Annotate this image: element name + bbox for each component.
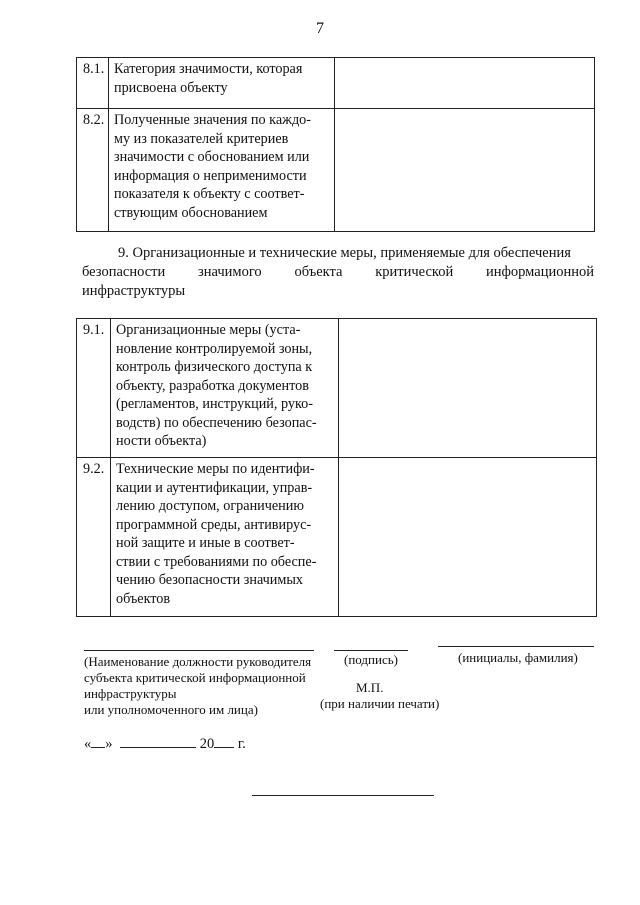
description-line: показателя к объекту с соответ-	[114, 186, 305, 202]
signature-line[interactable]	[334, 650, 408, 651]
description-line: ствии с требованиями по обеспе-	[116, 553, 317, 570]
month-blank[interactable]	[120, 733, 196, 748]
description-line: му из показателей критериев	[114, 130, 289, 147]
seal-note: (при наличии печати)	[320, 696, 440, 711]
description-line: Технические меры по идентифи-	[116, 461, 315, 477]
section-heading-9	[82, 244, 594, 301]
description-line: программной среды, антивирус-	[116, 516, 312, 533]
year-prefix: 20	[199, 736, 215, 752]
description-line: новление контролируемой зоны,	[116, 340, 313, 357]
description-line: информация о неприменимости	[114, 167, 307, 184]
year-suffix: г.	[237, 736, 246, 752]
date-line	[84, 733, 246, 753]
row-description	[111, 458, 339, 617]
description-line: Организационные меры (уста-	[116, 322, 301, 338]
position-caption	[84, 654, 311, 718]
position-caption-line: субъекта критической информационной	[84, 670, 306, 685]
position-signature-line[interactable]	[84, 650, 314, 651]
seal-label: М.П.	[356, 680, 384, 695]
description-line: объекту, разработка документов	[116, 377, 309, 394]
description-line: Полученные значения по каждо-	[114, 112, 311, 128]
description-line: контроль физического доступа к	[116, 359, 313, 375]
heading-line: инфраструктуры	[82, 283, 186, 299]
end-of-document-line	[252, 795, 434, 796]
description-line: ной защите и иные в соответ-	[116, 535, 295, 551]
value-cell[interactable]	[339, 458, 597, 617]
signature-caption: (подпись)	[344, 652, 398, 667]
description-line: лению доступом, ограничению	[116, 498, 304, 514]
table-row-9-2	[77, 458, 597, 617]
description-line: ности объекта)	[116, 433, 207, 449]
table-row-9-1	[77, 319, 597, 458]
description-line: ствующим обоснованием	[114, 204, 268, 221]
value-cell[interactable]	[335, 58, 595, 109]
description-line: присвоена объекту	[114, 79, 228, 96]
description-line: значимости с обоснованием или	[114, 149, 310, 165]
position-caption-line: или уполномоченного им лица)	[84, 702, 258, 717]
heading-line: 9. Организационные и технические меры, применяемые для обеспечения	[118, 245, 571, 261]
position-caption-line: инфраструктуры	[84, 686, 177, 701]
row-description	[111, 319, 339, 458]
date-open-quote: «	[84, 736, 92, 752]
page-number: 7	[316, 20, 324, 37]
value-cell[interactable]	[339, 319, 597, 458]
table-section-9	[76, 318, 597, 617]
row-description	[109, 58, 335, 109]
heading-line: безопасности значимого объекта критической информационной	[82, 264, 594, 280]
row-number: 9.2.	[77, 458, 111, 617]
table-row-8-2	[77, 109, 595, 232]
position-caption-line: (Наименование должности руководителя	[84, 654, 312, 669]
row-description	[109, 109, 335, 232]
table-section-8	[76, 57, 595, 232]
value-cell[interactable]	[335, 109, 595, 232]
year-blank[interactable]	[214, 733, 234, 748]
day-blank[interactable]	[91, 733, 105, 748]
name-caption: (инициалы, фамилия)	[458, 650, 578, 665]
description-line: чению безопасности значимых	[116, 572, 304, 588]
table-row-8-1	[77, 58, 595, 109]
description-line: Категория значимости, которая	[114, 61, 303, 77]
description-line: водств) по обеспечению безопас-	[116, 414, 317, 431]
row-number: 8.2.	[77, 109, 109, 232]
row-number: 8.1.	[77, 58, 109, 109]
description-line: объектов	[116, 590, 171, 607]
date-close-quote: »	[105, 736, 113, 752]
row-number: 9.1.	[77, 319, 111, 458]
name-signature-line[interactable]	[438, 646, 594, 647]
description-line: кации и аутентификации, управ-	[116, 479, 313, 496]
description-line: (регламентов, инструкций, руко-	[116, 396, 313, 412]
